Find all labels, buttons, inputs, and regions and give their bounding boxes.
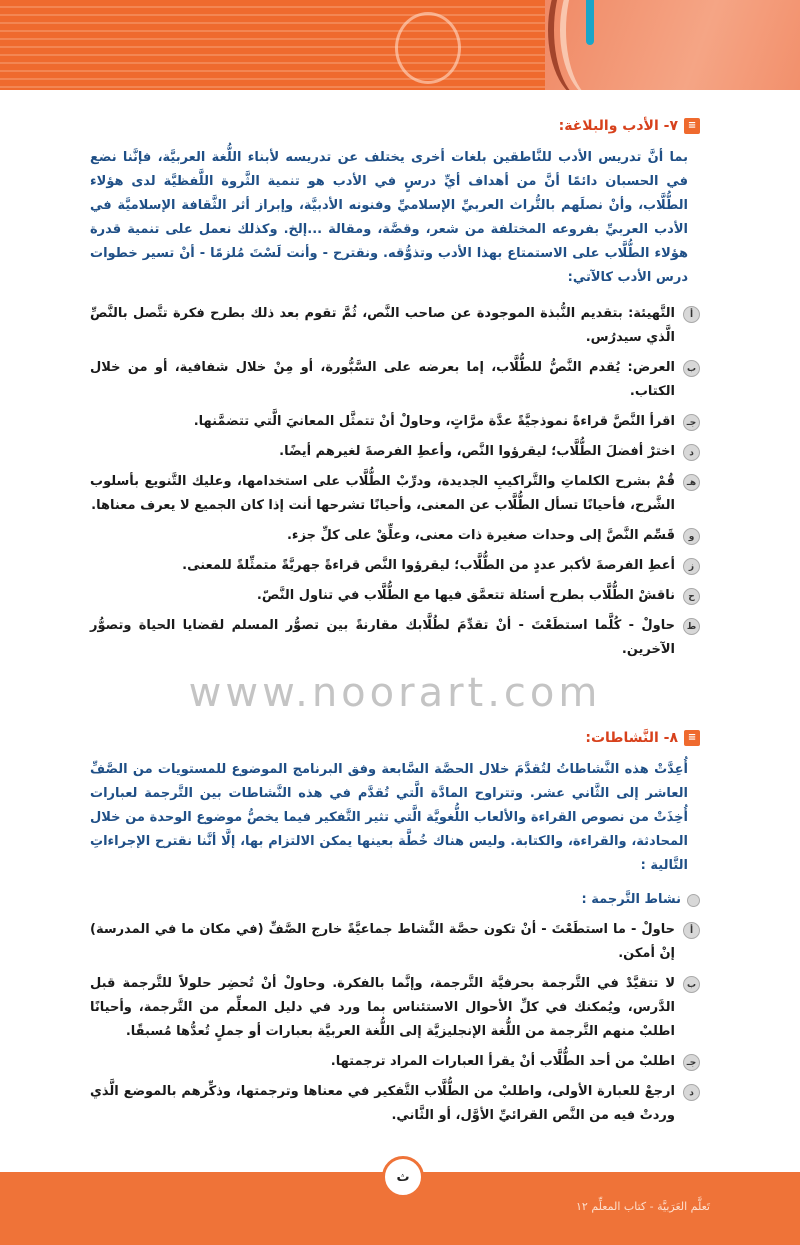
activity-icon: ≡ [684,730,700,746]
list-item-line: اقرأ النَّصَّ قراءةً نموذجيَّةً عدَّة مرَّاتٍ، وحاولْ أنْ تتمثَّل المعانيَ الَّتي تتضمَّنها. [193,414,675,429]
list-item-line: اطلبْ من أحد الطُّلَّاب أنْ يقرأ العبارات المراد ترجمتها. [330,1054,675,1069]
list-item-line: من النَّص القرائيِّ الأوَّل، أو الثَّاني. [391,1108,609,1123]
list-marker: و [683,528,700,545]
list-item-line: قَسِّم النَّصَّ إلى وحدات صغيرة ذات معنى، وعلِّقْ على كلِّ جزء. [286,528,675,543]
list-marker: د [683,1084,700,1101]
list-item [90,972,700,1044]
intro-line: بعينها يمكن الالتزام بها، إلَّا أنَّنا نقترح الإجراءاتِ التَّالية : [90,834,688,873]
list-item-text [90,302,675,350]
list-marker: جـ [683,1054,700,1071]
list-marker: د [683,444,700,461]
list-item-text [90,584,675,608]
intro-line: الإسلاميِّ وفنونه الأدبيَّة، وإبراز أثر الثَّقافة الإسلاميَّة في الأدب العربيِّ بفروعه المختلفة من شعر، وقصَّة، [90,198,688,237]
list-item-text [90,440,675,464]
list-item-line: فأحيانًا تسأل الطُّلَّاب عن المعنى، وأحيانًا تشرحها أنت إذا كان الجميع لا يعرف معناها. [91,498,626,513]
list-marker: أ [683,922,700,939]
list-marker: جـ [683,414,700,431]
list-item [90,410,700,434]
list-item-line: ارجعْ للعبارة الأولى، واطلبْ من الطُّلَّاب التَّفكير في معناها وترجمتها، وذكِّرهم بالموضع الَّذي وردتْ فيه [90,1084,675,1123]
list-item-line: اخترْ أفضلَ الطُّلَّاب؛ ليقرؤوا النَّص، وأعطِ الفرصةَ لغيرهم أيضًا. [279,444,675,459]
list-marker: ح [683,588,700,605]
intro-line: لَسْتَ مُلزمًا - أنْ تسير خطوات درس الأدب كالآتي: [90,246,688,285]
list-item [90,440,700,464]
list-item-text [90,524,675,548]
bullet-icon [687,894,700,907]
list-marker: هـ [683,474,700,491]
list-item-text [90,554,675,578]
list-item-text [90,356,675,404]
list-item [90,1050,700,1074]
section7-intro [90,146,688,290]
list-item-line: اللُّغة الإنجليزيَّة إلى اللُّغة العربيَّة بعبارات أو جملٍ تُعدُّها مُسبقًا. [125,1024,521,1039]
list-item-line: حاولْ - ما استطَعْتَ - أنْ تكون حصَّة النَّشاط جماعيَّةً خارج الصَّفِّ (في مكان ما في المدرسة) إنْ أمكن. [90,922,675,961]
list-item-line: لا تتقيَّدْ في التَّرجمة بحرفيَّة التَّرجمة، وإنَّما بالفكرة. وحاولْ أنْ تُحضِر حلولاً للتَّرجمة قبل الدَّرس، [90,976,675,1015]
list-marker: ط [683,618,700,635]
subheading-text: نشاط التَّرجمة : [581,892,681,907]
list-marker: ب [683,360,700,377]
list-item-text [90,470,675,518]
page-number: ث [382,1156,424,1198]
list-item [90,524,700,548]
section8-intro [90,758,688,878]
list-item [90,356,700,404]
list-item-text [90,614,675,662]
list-item-text [90,410,675,434]
list-item-line: التَّهيئة: بتقديم النُّبذة الموجودة عن صاحب النَّص، ثُمَّ تقوم بعد ذلك بطرح فكرة تتَّصل بالنَّصِّ الَّذي [90,306,675,345]
watermark: www.noorart.com [188,670,602,716]
list-item [90,918,700,966]
list-item [90,614,700,662]
list-marker: أ [683,306,700,323]
intro-line: اللُّغويَّة الَّتي تثير التَّفكير فيما يخصُّ موضوع الوحدة من خلال المحادثة، والقراءة، والكتابة. وليس هناك خُطَّة [90,810,689,849]
page-header-banner [0,0,800,90]
list-item-line: سيدرُس. [585,330,642,345]
list-item [90,1080,700,1128]
list-item-line: العرض: يُقدم النَّصُّ للطُّلَّاب، إما بعرضه على السَّبُّورة، أو مِنْ خلال شفافية، أو من خلال الكتاب. [90,360,675,399]
section-title: ٨- النَّشاطات: [585,730,678,746]
list-item-text [90,918,675,966]
section8-heading [90,728,700,748]
list-item [90,554,700,578]
header-arc [560,0,636,90]
list-item-text [90,1050,675,1074]
list-marker: ب [683,976,700,993]
intro-line: أُعِدَّتْ هذه النَّشاطاتُ لتُقدَّمَ خلال الحصَّة السَّابعة وفق البرنامج الموضوع للمستويات من الصَّفِّ العاشر إلى [90,762,688,801]
calligraphy-decoration [395,12,461,84]
page-content [0,90,800,1154]
list-item-text [90,972,675,1044]
page-footer [0,1169,800,1245]
intro-line: دائمًا أنَّ من أهداف أيِّ درسٍ في الأدب هو تنمية الثَّروة اللَّفظيَّة لدى هؤلاء الطُّلَّاب، وأنْ نصلَهم بالتُّراث العربيِّ [90,174,688,213]
book-icon: ≡ [684,118,700,134]
list-item-line: قُمْ بشرح الكلماتِ والتَّراكيبِ الجديدة، ودرِّبْ الطُّلَّاب على استخدامها، وعليك التَّنويع بأسلوب الشَّرح، [90,474,675,513]
list-item-text [90,1080,675,1128]
list-item [90,584,700,608]
intro-line: بما أنَّ تدريس الأدب للنَّاطقين بلغات أخرى يختلف عن تدريسه لأبناء اللُّغة العربيَّة، فإنَّنا نضع في الحسبان [90,150,689,189]
subheading-translation [90,890,700,910]
list-item [90,302,700,350]
list-item-line: حاولْ - كُلَّما استطَعْتَ - أنْ تقدِّمَ لطُلَّابك مقارنةً بين تصوُّر المسلم لقضايا الحياة وتصوُّر الآخرين. [90,618,675,657]
section7-heading [90,116,700,136]
list-item-line: ويُمكنك في كلِّ الأحوال الاستئناس بما ورد في دليل المعلِّم من التَّرجمة، وأحيانًا اطلبْ منهم التَّرجمة من [90,1000,675,1039]
footer-book-title: تَعلَّم العَرَبيَّة - كتاب المعلِّم ١٢ [576,1200,710,1213]
intro-line: الثَّاني عشر. وتتراوح المادَّة الَّتي تُقدَّم في هذه النَّشاطات بين التَّرجمة لعبارات أُخِذَتْ من نصوص القراءة والألعاب [90,786,688,825]
list-item-line: ناقشْ الطُّلَّاب بطرح أسئلة تتعمَّق فيها مع الطُّلَّاب في تناول النَّصّ. [256,588,675,603]
header-accent [586,0,594,45]
section-title: ٧- الأدب والبلاغة: [558,118,678,134]
list-marker: ز [683,558,700,575]
list-item [90,470,700,518]
intro-line: ومقالة ...إلخ. وكذلك نعمل على تنمية قدرة هؤلاء الطُّلَّاب على الاستمتاع بهذا الأدب وتذوُّقه. ونقترح - وأنت [90,222,688,261]
list-item-line: أعطِ الفرصةَ لأكبر عددٍ من الطُّلَّاب؛ ليقرؤوا النَّص قراءةً جهريَّةً متمثِّلةً للمعنى. [182,558,675,573]
